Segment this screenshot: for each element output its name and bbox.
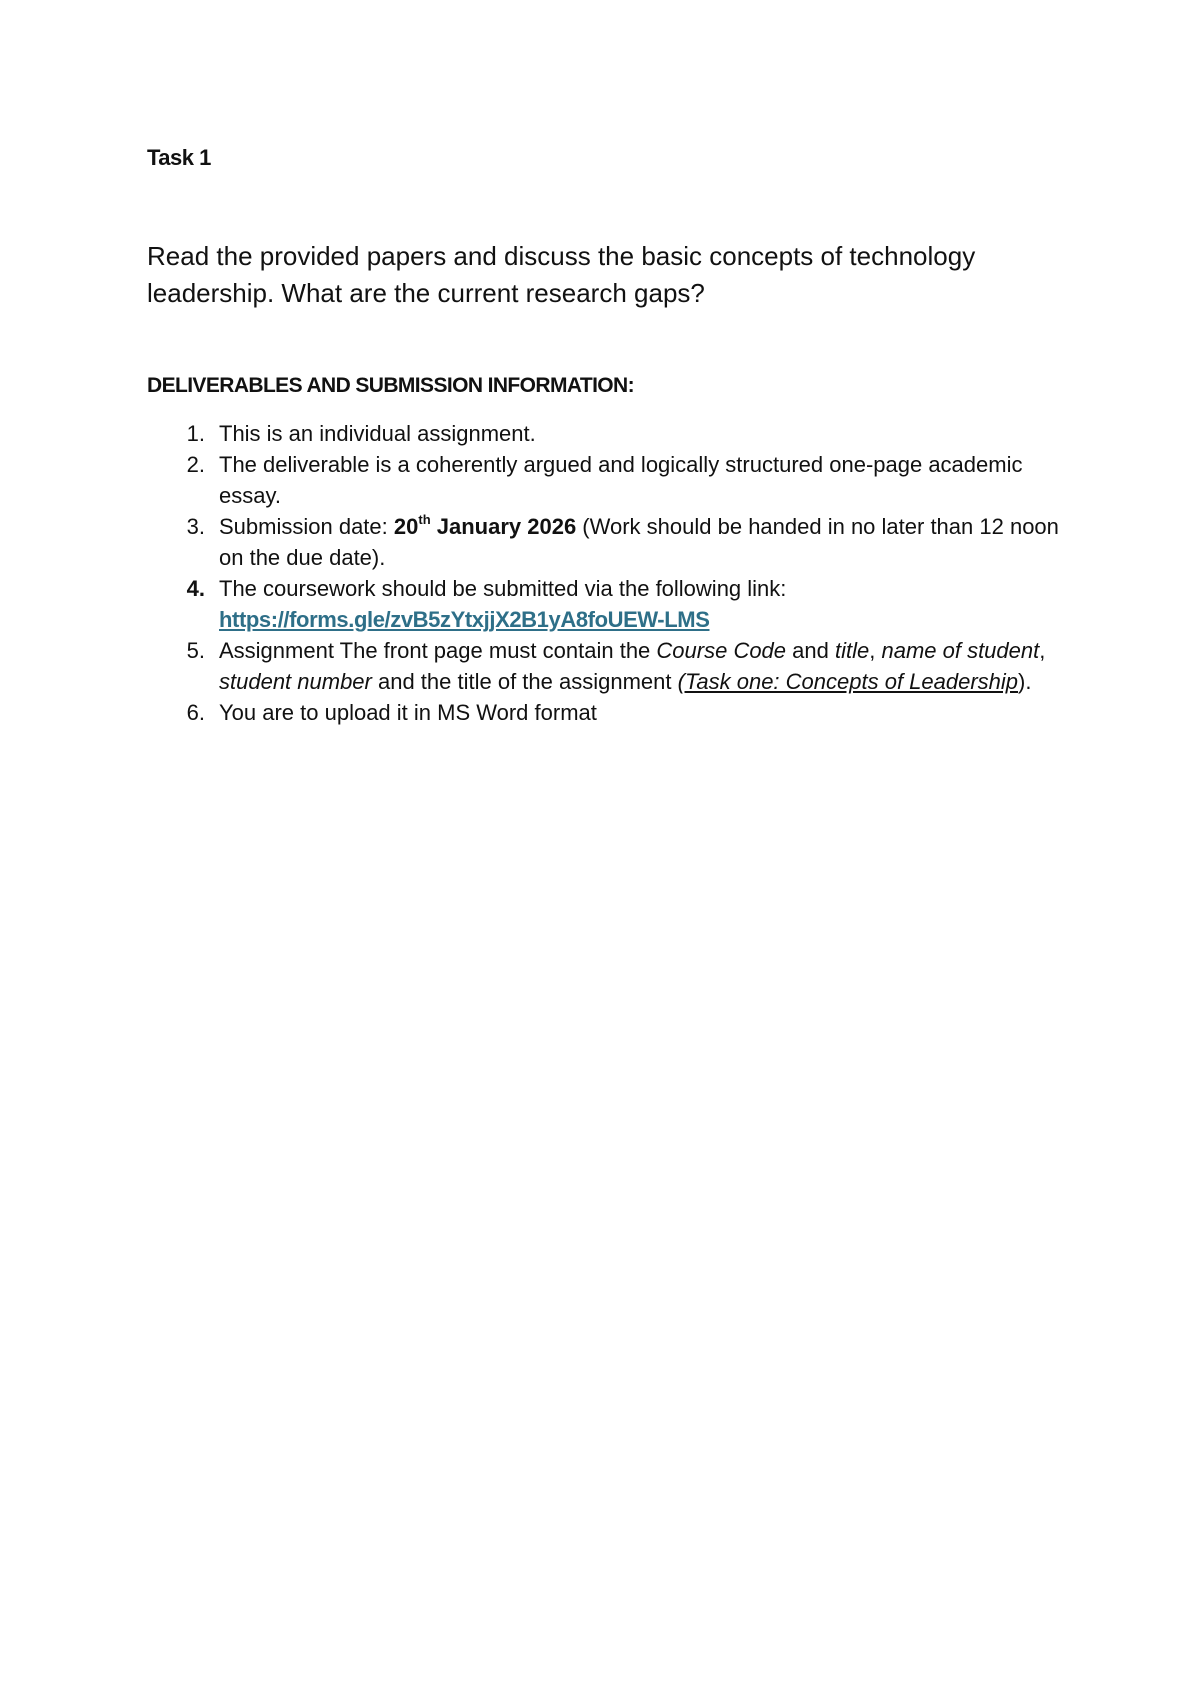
submission-date-day: 20 — [393, 514, 419, 539]
front-page-text-1: Assignment The front page must contain the — [219, 638, 657, 663]
list-item — [147, 573, 1077, 635]
list-number: 2. — [186, 452, 205, 477]
list-item — [147, 697, 1077, 728]
list-number: 1. — [186, 421, 205, 446]
list-number: 6. — [186, 700, 205, 725]
deliverables-list — [147, 418, 1077, 728]
submission-date-note: (Work should be handed in no later than 12 noon on the due date). — [219, 514, 1059, 570]
prompt-line-1: Read the provided papers and discuss the basic concepts of technology — [147, 241, 976, 271]
list-item-text — [219, 635, 1077, 697]
front-page-text-3: , — [869, 638, 882, 663]
submission-link[interactable]: https://forms.gle/zvB5zYtxjjX2B1yA8foUEW-LMS — [219, 607, 710, 632]
submission-date-suffix: th — [418, 511, 431, 527]
assignment-title-text: (Task one: Concepts of Leadership — [677, 669, 1019, 694]
submission-date-month-year: January 2026 — [430, 514, 577, 539]
front-page-text-5: and the title of the assignment — [371, 669, 678, 694]
list-item — [147, 418, 1077, 449]
list-item — [147, 449, 1077, 511]
list-item-text — [219, 511, 1077, 573]
student-number-text: student number — [219, 669, 372, 694]
submission-date-prefix: Submission date: — [219, 514, 394, 539]
submission-instruction: The coursework should be submitted via the following link: — [219, 576, 787, 601]
submission-date — [393, 511, 577, 539]
list-item-text — [219, 573, 1077, 635]
list-number: 5. — [186, 638, 205, 663]
front-page-text-6: ). — [1018, 669, 1032, 694]
title-text: title — [834, 638, 870, 663]
list-number: 4. — [186, 576, 205, 601]
front-page-text-2: and — [786, 638, 835, 663]
prompt-line-2: leadership. What are the current research gaps? — [147, 278, 705, 308]
course-code-text: Course Code — [656, 638, 787, 663]
list-item — [147, 511, 1077, 573]
task-title: Task 1 — [147, 145, 211, 170]
list-item-text: The deliverable is a coherently argued and logically structured one-page academic essay. — [219, 452, 1023, 508]
front-page-text-4: , — [1039, 638, 1046, 663]
task-prompt — [147, 238, 1047, 312]
list-number: 3. — [186, 514, 205, 539]
list-item-text: This is an individual assignment. — [219, 421, 536, 446]
list-item — [147, 635, 1077, 697]
list-item-text: You are to upload it in MS Word format — [219, 700, 597, 725]
student-name-text: name of student — [881, 638, 1040, 663]
deliverables-heading: DELIVERABLES AND SUBMISSION INFORMATION: — [147, 374, 635, 397]
